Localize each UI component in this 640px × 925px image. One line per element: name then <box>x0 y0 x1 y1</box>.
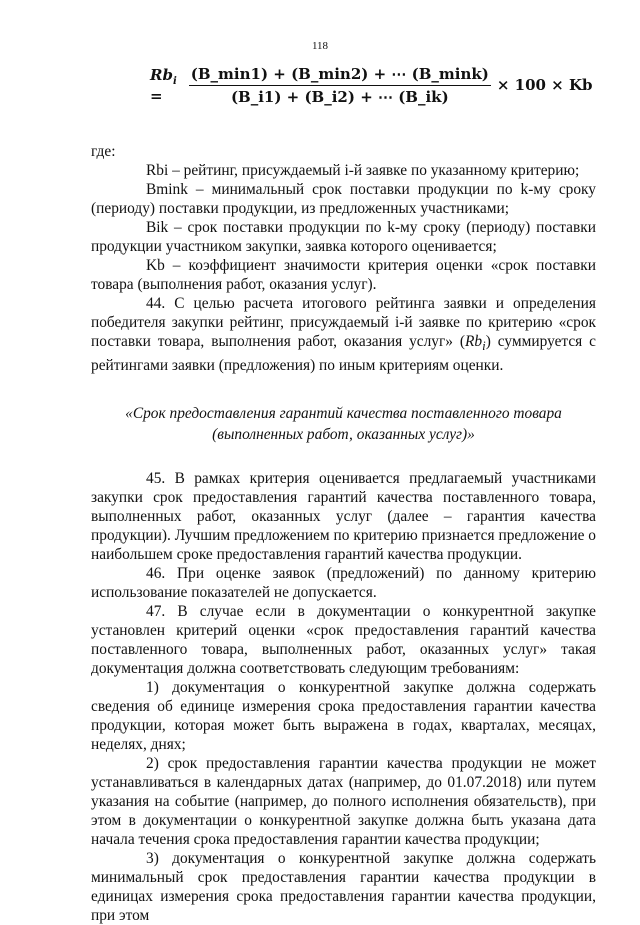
formula-fraction <box>189 65 491 106</box>
list-item-2: 2) срок предоставления гарантии качества продукции не может устанавливаться в календарных датах (например, до 01.07.2018) или путем указания на событие (например, до полного исполнения обязательств), при этом в документации о конкурентной закупке должна быть указана дата начала течения срока предоставления гарантии качества продукции; <box>91 755 596 849</box>
formula-lhs: $Rb_i$ = <box>150 65 177 105</box>
definition-rbi: Rbi – рейтинг, присуждаемый i-й заявке по указанному критерию; <box>146 162 580 179</box>
definition-bmink: Bmink – минимальный срок поставки продукции по k-му сроку (периоду) поставки продукции, из предложенных участниками; <box>91 181 596 217</box>
list-item-3: 3) документация о конкурентной закупке должна содержать минимальный срок предоставления гарантии качества продукции в единицах измерения срока предоставления гарантии качества продукции, при этом <box>91 850 596 925</box>
formula-multiplier: × 100 × Kb <box>496 76 593 94</box>
definition-bik: Bik – срок поставки продукции по k-му сроку (периоду) поставки продукции участником закупки, заявка которого оценивается; <box>91 219 596 255</box>
definition-kb: Kb – коэффициент значимости критерия оценки «срок поставки товара (выполнения работ, оказания услуг). <box>91 257 596 293</box>
paragraph-45: 45. В рамках критерия оценивается предлагаемый участниками закупки срок предоставления гарантий качества поставленного товара, выполненных работ, оказанных услуг (далее – гарантия качества продукции). Лучшим предложением по критерию признается предложение о наибольшем сроке предоставления гарантий качества продукции. <box>91 470 596 564</box>
heading-line-1: «Срок предоставления гарантий качества поставленного товара <box>125 405 562 423</box>
paragraph-47: 47. В случае если в документации о конкурентной закупке установлен критерий оценки «срок предоставления гарантий качества поставленного товара, выполненных работ, оказанных услуг» такая документация должна соответствовать следующим требованиям: <box>91 603 596 678</box>
formula-denominator: (B_i1) + (B_i2) + ⋯ (B_ik) <box>230 87 449 106</box>
page-number: 118 <box>311 40 329 52</box>
body-text <box>91 142 596 925</box>
paragraph-46: 46. При оценке заявок (предложений) по данному критерию использование показателей не допускается. <box>91 565 596 602</box>
section-heading <box>91 403 596 445</box>
heading-line-2: (выполненных работ, оказанных услуг)» <box>212 426 475 444</box>
list-item-1: 1) документация о конкурентной закупке должна содержать сведения об единице измерения срока предоставления гарантии качества продукции, которая может быть выражена в годах, кварталах, месяцах, неделях, днях; <box>91 679 596 754</box>
formula-numerator: (B_min1) + (B_min2) + ⋯ (B_mink) <box>189 65 491 86</box>
rating-formula <box>150 60 593 110</box>
where-label: где: <box>91 143 116 160</box>
paragraph-44: 44. С целью расчета итогового рейтинга заявки и определения победителя закупки рейтинг, присуждаемый i-й заявке по критерию «срок поставки товара, выполнения работ, оказания услуг» $(Rb_i)$ суммируется с рейтингами заявки (предложения) по иным критериям оценки. <box>91 295 596 375</box>
